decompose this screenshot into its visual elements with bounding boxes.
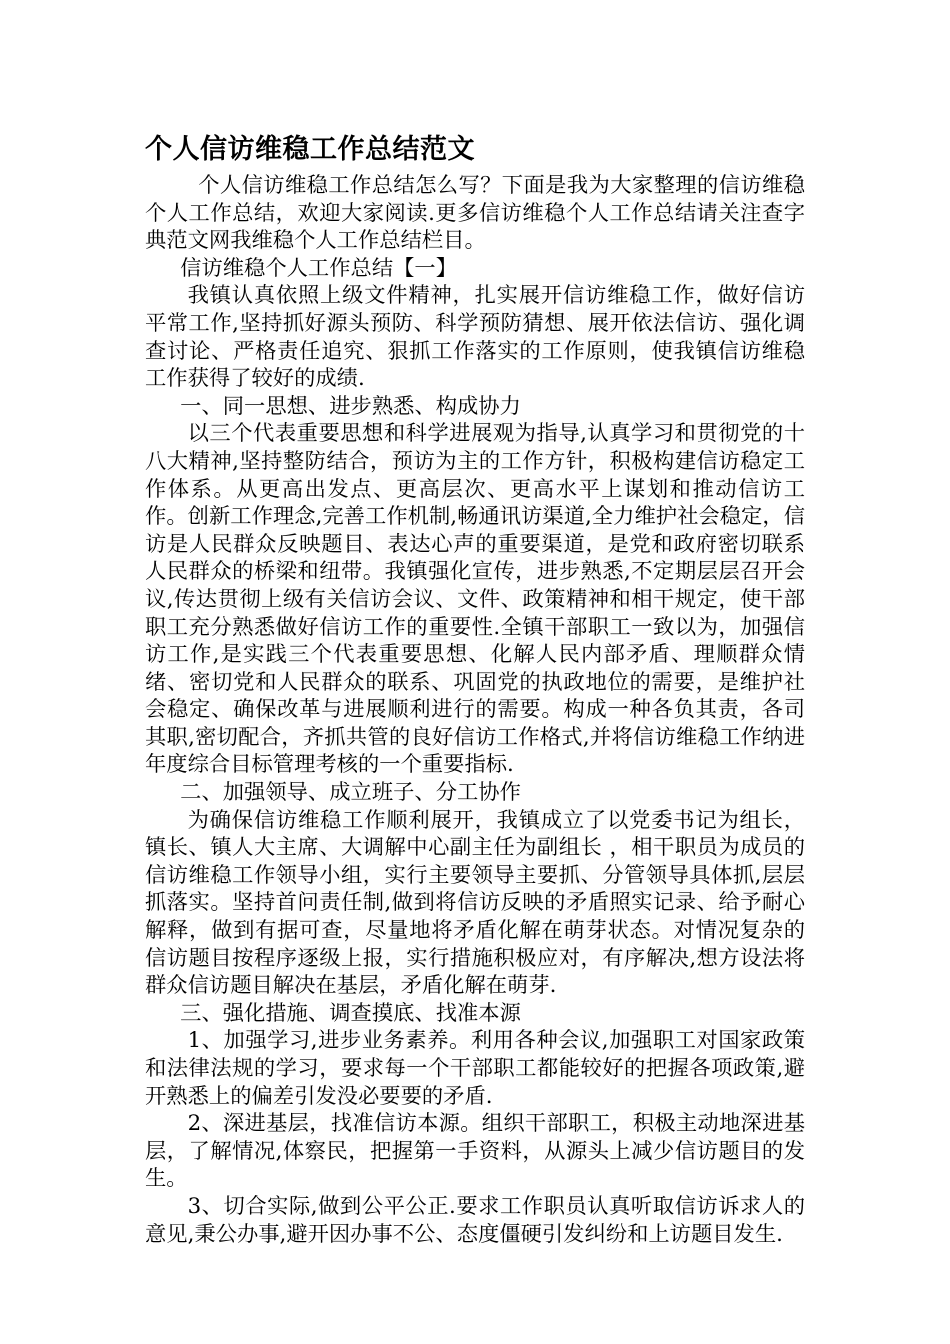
- section-heading-one: 一、同一思想、进步熟悉、构成协力: [180, 393, 521, 419]
- section-heading-three: 三、强化措施、调查摸底、找准本源: [180, 1000, 521, 1026]
- document-title: 个人信访维稳工作总结范文: [145, 134, 475, 165]
- section-heading-two: 二、加强领导、成立班子、分工协作: [180, 780, 521, 806]
- body-paragraph: 3、切合实际,做到公平公正.要求工作职员认真听取信访诉求人的意见,秉公办事,避开因办事不公、态度僵硬引发纠纷和上访题目发生.: [145, 1193, 805, 1247]
- document-page: [145, 132, 805, 1248]
- body-paragraph: 2、深进基层，找准信访本源。组织干部职工，积极主动地深进基层，了解情况,体察民，把握第一手资料，从源头上减少信访题目的发生。: [145, 1111, 805, 1192]
- body-paragraph: 为确保信访维稳工作顺利展开，我镇成立了以党委书记为组长，镇长、镇人大主席、大调解中心副主任为副组长 ，相干职员为成员的信访维稳工作领导小组，实行主要领导主要抓、分管领导具体抓,层层抓落实。坚持首问责任制,做到将信访反映的矛盾照实记录、给予耐心解释，做到有据可查，尽量地将矛盾化解在萌芽状态。对情况复杂的信访题目按程序逐级上报，实行措施积极应对，有序解决,想方设法将群众信访题目解决在基层，矛盾化解在萌芽.: [145, 807, 805, 999]
- intro-paragraph: 个人信访维稳工作总结怎么写？下面是我为大家整理的信访维稳个人工作总结，欢迎大家阅读.更多信访维稳个人工作总结请关注查字典范文网我维稳个人工作总结栏目。: [145, 173, 805, 254]
- body-paragraph: 1、加强学习,进步业务素养。利用各种会议,加强职工对国家政策和法律法规的学习，要求每一个干部职工都能较好的把握各项政策,避开熟悉上的偏差引发没必要要的矛盾.: [145, 1028, 805, 1109]
- body-paragraph: 我镇认真依照上级文件精神，扎实展开信访维稳工作，做好信访平常工作,坚持抓好源头预防、科学预防猜想、展开依法信访、强化调查讨论、严格责任追究、狠抓工作落实的工作原则，使我镇信访维稳工作获得了较好的成绩.: [145, 283, 805, 392]
- body-paragraph: 以三个代表重要思想和科学进展观为指导,认真学习和贯彻党的十八大精神,坚持整防结合，预访为主的工作方针，积极构建信访稳定工作体系。从更高出发点、更高层次、更高水平上谋划和推动信访工作。创新工作理念,完善工作机制,畅通讯访渠道,全力维护社会稳定，信访是人民群众反映题目、表达心声的重要渠道，是党和政府密切联系人民群众的桥梁和纽带。我镇强化宣传，进步熟悉,不定期层层召开会议,传达贯彻上级有关信访会议、文件、政策精神和相干规定，使干部职工充分熟悉做好信访工作的重要性.全镇干部职工一致以为，加强信访工作,是实践三个代表重要思想、化解人民内部矛盾、理顺群众情绪、密切党和人民群众的联系、巩固党的执政地位的需要，是维护社会稳定、确保改革与进展顺利进行的需要。构成一种各负其责，各司其职,密切配合，齐抓共管的良好信访工作格式,并将信访维稳工作纳进年度综合目标管理考核的一个重要指标.: [145, 421, 805, 778]
- document-body: [145, 172, 805, 1248]
- section-heading-summary-one: 信访维稳个人工作总结【一】: [180, 255, 458, 281]
